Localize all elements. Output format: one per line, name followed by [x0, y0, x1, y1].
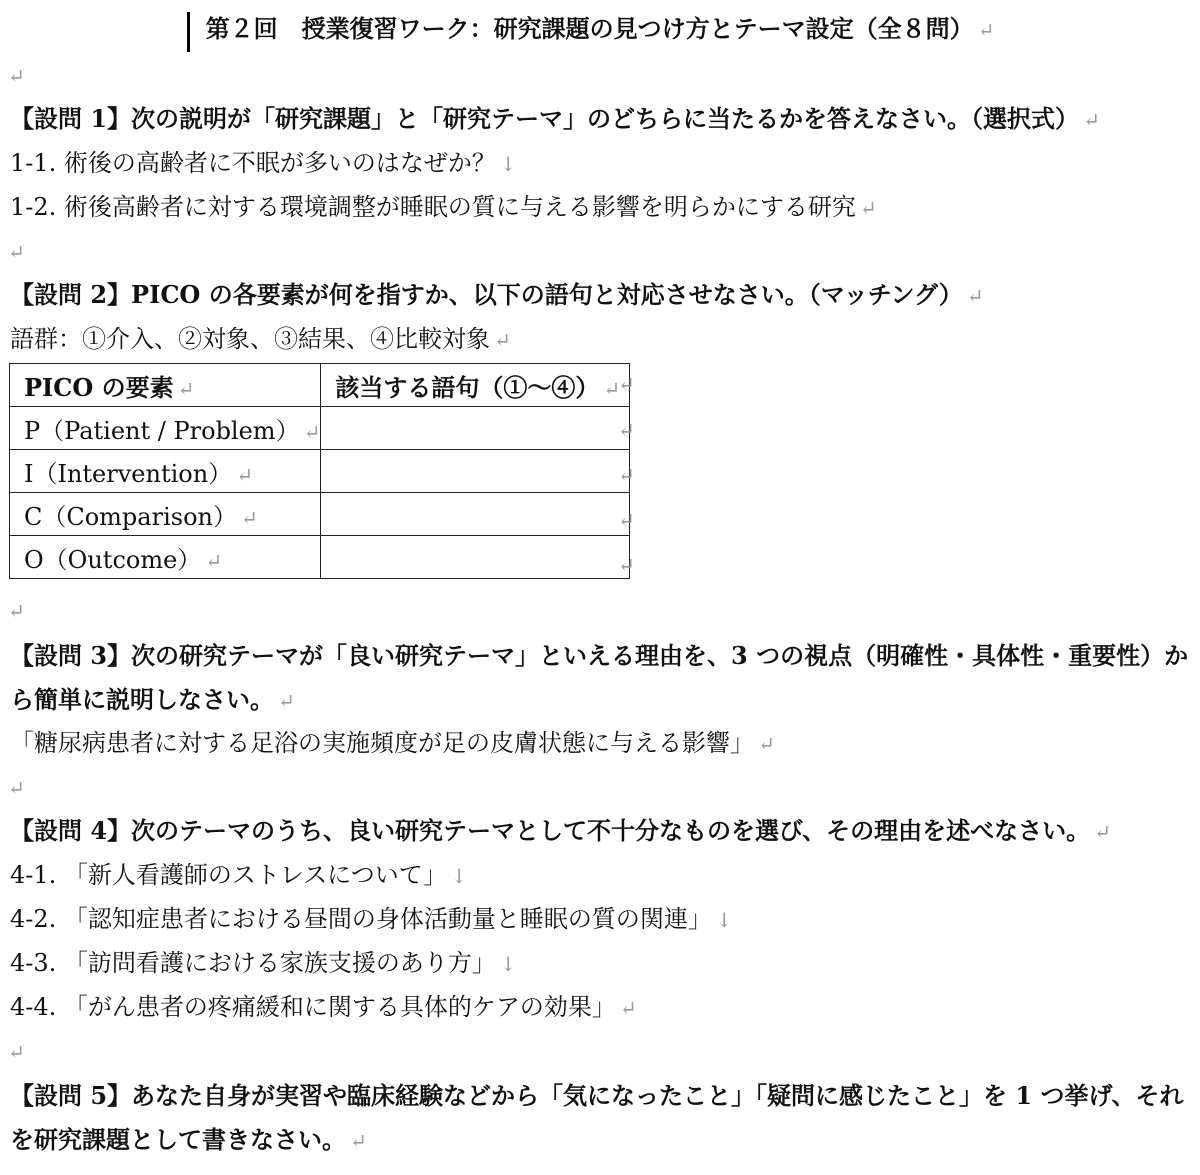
paragraph-mark-icon: ↵ — [8, 599, 25, 623]
paragraph-mark-icon: ↵ — [350, 1129, 367, 1153]
q2-word-group-text: 語群：①介入、②対象、③結果、④比較対象 — [10, 325, 490, 353]
paragraph-mark-icon: ↵ — [619, 996, 637, 1020]
q1-heading — [10, 104, 1192, 135]
table-row — [10, 493, 630, 536]
cell-mark-icon: ↵ — [303, 419, 321, 444]
header-text: PICO の要素 — [24, 372, 174, 402]
table-cell — [10, 450, 321, 493]
paragraph-mark-icon: ↵ — [494, 328, 511, 352]
cell-mark-icon: ↵ — [177, 376, 195, 401]
paragraph-mark-icon: ↵ — [278, 689, 295, 713]
q3-heading — [10, 634, 1192, 723]
cell-mark-icon: ↵ — [240, 505, 258, 530]
table-cell — [10, 407, 321, 450]
q4-item-text: 4-1. 「新人看護師のストレスについて」 — [10, 861, 447, 889]
table-cell — [10, 493, 321, 536]
q4-item-3 — [10, 948, 1192, 979]
paragraph-mark-icon: ↵ — [1083, 108, 1100, 132]
row-end-mark-icon: ↵ — [618, 553, 635, 577]
cell-text: O（Outcome） — [24, 545, 202, 574]
q3-heading-text: 【設問 3】次の研究テーマが「良い研究テーマ」といえる理由を、3 つの視点（明確性・具体性・重要性）から簡単に説明しなさい。 — [10, 641, 1189, 714]
cell-text: C（Comparison） — [24, 502, 237, 531]
answer-cell[interactable] — [321, 536, 630, 579]
q3-theme-text: 「糖尿病患者に対する足浴の実施頻度が足の皮膚状態に与える影響」 — [10, 729, 754, 757]
q1-item-text: 1-1. 術後の高齢者に不眠が多いのはなぜか？ — [10, 149, 496, 177]
table-header-cell — [321, 364, 630, 407]
q2-heading — [10, 280, 1192, 311]
row-end-mark-icon: ↵ — [618, 463, 635, 487]
q4-item-2 — [10, 904, 1192, 935]
cell-mark-icon: ↵ — [603, 376, 621, 401]
table-cell — [10, 536, 321, 579]
q4-item-text: 4-2. 「認知症患者における昼間の身体活動量と睡眠の質の関連」 — [10, 905, 712, 933]
paragraph-mark-icon: ↵ — [1094, 820, 1111, 844]
q4-heading-text: 【設問 4】次のテーマのうち、良い研究テーマとして不十分なものを選び、その理由を述べなさい。 — [10, 816, 1091, 845]
paragraph-mark-icon: ↵ — [758, 732, 775, 756]
q1-heading-text: 【設問 1】次の説明が「研究課題」と「研究テーマ」のどちらに当たるかを答えなさい。（選択式） — [10, 104, 1080, 133]
cell-mark-icon: ↵ — [205, 548, 223, 573]
q1-item-2 — [10, 192, 1192, 223]
pico-table — [9, 363, 630, 579]
paragraph-mark-icon: ↵ — [859, 196, 877, 220]
paragraph-mark-icon: ↵ — [8, 64, 25, 88]
table-row — [10, 407, 630, 450]
paragraph-mark-icon: ↵ — [977, 18, 995, 42]
q3-theme — [10, 728, 1192, 759]
q4-item-text: 4-4. 「がん患者の疼痛緩和に関する具体的ケアの効果」 — [10, 993, 616, 1021]
table-row — [10, 536, 630, 579]
line-break-icon: ↓ — [450, 864, 468, 888]
q1-item-text: 1-2. 術後高齢者に対する環境調整が睡眠の質に与える影響を明らかにする研究 — [10, 193, 856, 221]
q5-heading — [10, 1074, 1192, 1163]
line-break-icon: ↓ — [499, 152, 517, 176]
q5-heading-text: 【設問 5】あなた自身が実習や臨床経験などから「気になったこと」「疑問に感じたこと」を 1 つ挙げ、それを研究課題として書きなさい。 — [10, 1081, 1184, 1154]
header-text: 該当する語句（①〜④） — [335, 372, 600, 402]
q2-word-group — [10, 324, 1192, 355]
answer-cell[interactable] — [321, 493, 630, 536]
cell-mark-icon: ↵ — [236, 462, 253, 487]
row-end-mark-icon: ↵ — [618, 508, 635, 532]
q4-item-text: 4-3. 「訪問看護における家族支援のあり方」 — [10, 949, 496, 977]
q4-heading — [10, 816, 1192, 847]
paragraph-mark-icon: ↵ — [8, 776, 25, 800]
answer-cell[interactable] — [321, 450, 630, 493]
cell-text: I（Intervention） — [24, 459, 233, 488]
paragraph-mark-icon: ↵ — [966, 284, 984, 308]
table-row — [10, 450, 630, 493]
q4-item-1 — [10, 860, 1192, 891]
line-break-icon: ↓ — [499, 952, 517, 976]
q2-heading-text: 【設問 2】PICO の各要素が何を指すか、以下の語句と対応させなさい。（マッチング） — [10, 280, 963, 309]
line-break-icon: ↓ — [715, 908, 733, 932]
q1-item-1 — [10, 148, 1192, 179]
table-header-row — [10, 364, 630, 407]
table-header-cell — [10, 364, 321, 407]
answer-cell[interactable] — [321, 407, 630, 450]
row-end-mark-icon: ↵ — [618, 372, 635, 396]
title-text: 第２回 授業復習ワーク：研究課題の見つけ方とテーマ設定（全８問） — [205, 14, 974, 43]
row-end-mark-icon: ↵ — [618, 418, 635, 442]
paragraph-mark-icon: ↵ — [8, 240, 25, 264]
paragraph-mark-icon: ↵ — [8, 1040, 25, 1064]
q4-item-4 — [10, 992, 1192, 1023]
cell-text: P（Patient / Problem） — [24, 416, 300, 445]
document-title — [0, 14, 1200, 45]
